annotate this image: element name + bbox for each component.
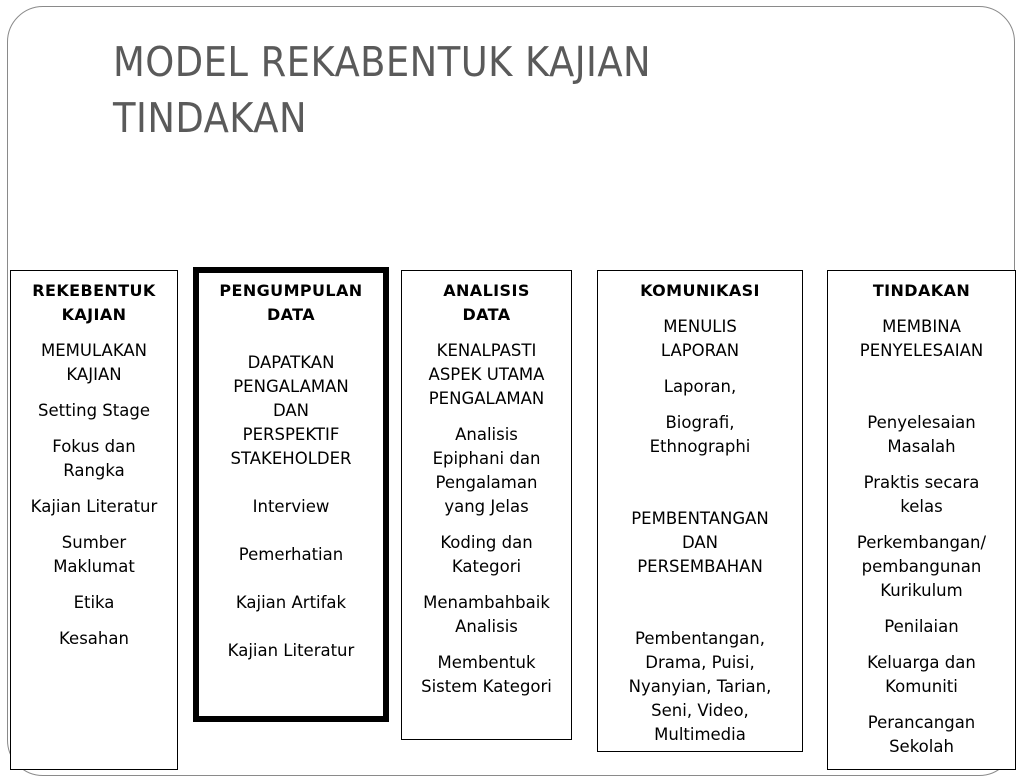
column-item: Laporan, bbox=[663, 377, 737, 396]
column-item: Sumber Maklumat bbox=[53, 533, 135, 576]
column-heading: KOMUNIKASI bbox=[640, 281, 760, 300]
column-item: Pembentangan, Drama, Puisi, Nyanyian, Tarian, Seni, Video, Multimedia bbox=[628, 629, 772, 744]
column-item: PEMBENTANGAN DAN PERSEMBAHAN bbox=[631, 509, 769, 576]
title-line-1: MODEL REKABENTUK KAJIAN bbox=[113, 38, 652, 86]
column-item: MENULIS LAPORAN bbox=[660, 317, 740, 360]
column-heading: TINDAKAN bbox=[872, 281, 971, 300]
column-item: Penilaian bbox=[884, 617, 959, 636]
column-heading: REKEBENTUK KAJIAN bbox=[32, 281, 156, 324]
column-item: KENALPASTI ASPEK UTAMA PENGALAMAN bbox=[428, 341, 545, 408]
column-heading: PENGUMPULAN DATA bbox=[219, 281, 363, 324]
column-item: Praktis secara kelas bbox=[863, 473, 980, 516]
column-item: Pemerhatian bbox=[238, 545, 344, 564]
column-item: MEMBINA PENYELESAIAN bbox=[859, 317, 984, 360]
column-pengumpulan-data bbox=[193, 267, 389, 722]
column-item: DAPATKAN PENGALAMAN DAN PERSPEKTIF STAKEHOLDER bbox=[230, 353, 352, 468]
column-analisis-data bbox=[401, 270, 572, 740]
column-komunikasi bbox=[597, 270, 803, 752]
column-item: Kesahan bbox=[59, 629, 129, 648]
column-item: MEMULAKAN KAJIAN bbox=[41, 341, 147, 384]
column-item: Interview bbox=[252, 497, 330, 516]
column-item: Perancangan Sekolah bbox=[867, 713, 976, 756]
slide-title bbox=[113, 34, 797, 146]
column-item: Kajian Literatur bbox=[30, 497, 158, 516]
column-item: Perkembangan/ pembangunan Kurikulum bbox=[856, 533, 987, 600]
column-item: Koding dan Kategori bbox=[440, 533, 533, 576]
column-tindakan bbox=[827, 270, 1016, 770]
column-item: Etika bbox=[73, 593, 115, 612]
column-item: Penyelesaian Masalah bbox=[867, 413, 976, 456]
column-item: Analisis Epiphani dan Pengalaman yang Jelas bbox=[432, 425, 541, 516]
column-rekebentuk-kajian bbox=[10, 270, 178, 770]
column-item: Keluarga dan Komuniti bbox=[867, 653, 976, 696]
column-item: Fokus dan Rangka bbox=[52, 437, 136, 480]
column-item: Membentuk Sistem Kategori bbox=[421, 653, 552, 696]
column-heading: ANALISIS DATA bbox=[443, 281, 530, 324]
column-item: Setting Stage bbox=[37, 401, 150, 420]
column-item: Biografi, Ethnographi bbox=[649, 413, 751, 456]
title-line-2: TINDAKAN bbox=[113, 94, 308, 142]
column-item: Kajian Literatur bbox=[227, 641, 355, 660]
column-item: Menambahbaik Analisis bbox=[423, 593, 550, 636]
column-item: Kajian Artifak bbox=[235, 593, 347, 612]
